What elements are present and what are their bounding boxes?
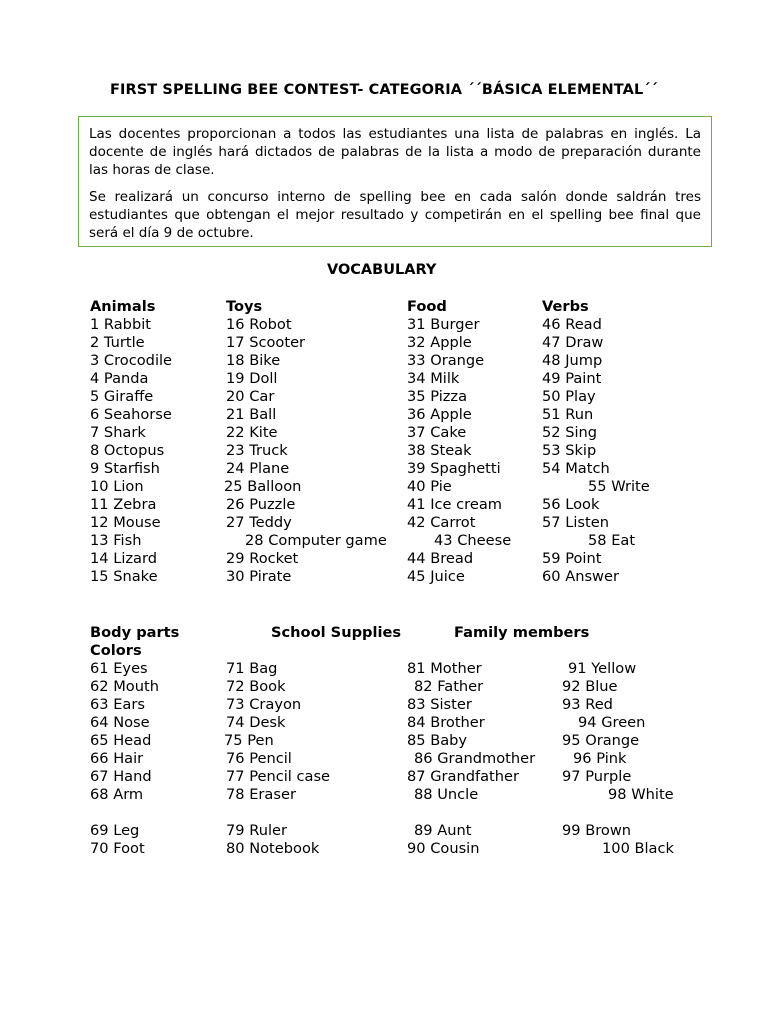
- word-item: 77 Pencil case: [226, 768, 331, 785]
- word-item: 40 Pie: [407, 478, 452, 495]
- word-item: 30 Pirate: [226, 568, 292, 585]
- word-item: 10 Lion: [90, 478, 144, 495]
- word-item: 25 Balloon: [224, 478, 302, 495]
- word-item: 93 Red: [562, 696, 613, 713]
- word-item: 73 Crayon: [226, 696, 302, 713]
- word-item: 23 Truck: [226, 442, 288, 459]
- word-item: 3 Crocodile: [90, 352, 173, 369]
- word-item: 6 Seahorse: [90, 406, 172, 423]
- word-item: 53 Skip: [542, 442, 597, 459]
- word-item: 47 Draw: [542, 334, 604, 351]
- word-item: 22 Kite: [226, 424, 278, 441]
- word-item: 28 Computer game: [245, 532, 387, 549]
- word-item: 54 Match: [542, 460, 610, 477]
- instructions-paragraph-1: Las docentes proporcionan a todos las estudiantes una lista de palabras en inglés. La docente de inglés hará dictados de palabras de la lista a modo de preparación durante las horas de clase.: [89, 126, 701, 178]
- column-header-colors: Colors: [90, 642, 142, 659]
- word-item: 98 White: [608, 786, 674, 803]
- word-item: 57 Listen: [542, 514, 609, 531]
- word-item: 43 Cheese: [434, 532, 512, 549]
- word-item: 97 Purple: [562, 768, 632, 785]
- word-item: 85 Baby: [407, 732, 468, 749]
- word-item: 32 Apple: [407, 334, 472, 351]
- word-item: 48 Jump: [542, 352, 603, 369]
- word-item: 88 Uncle: [414, 786, 479, 803]
- word-item: 63 Ears: [90, 696, 145, 713]
- word-item: 75 Pen: [224, 732, 274, 749]
- word-item: 41 Ice cream: [407, 496, 502, 513]
- word-item: 4 Panda: [90, 370, 149, 387]
- word-item: 60 Answer: [542, 568, 619, 585]
- word-item: 2 Turtle: [90, 334, 145, 351]
- word-item: 45 Juice: [407, 568, 465, 585]
- column-header-school-supplies: School Supplies: [271, 624, 402, 641]
- word-item: 50 Play: [542, 388, 596, 405]
- word-item: 55 Write: [588, 478, 650, 495]
- word-item: 66 Hair: [90, 750, 144, 767]
- word-item: 42 Carrot: [407, 514, 476, 531]
- word-item: 100 Black: [602, 840, 674, 857]
- word-item: 99 Brown: [562, 822, 632, 839]
- column-header-animals: Animals: [90, 298, 156, 315]
- word-item: 65 Head: [90, 732, 152, 749]
- word-item: 15 Snake: [90, 568, 158, 585]
- word-item: 56 Look: [542, 496, 600, 513]
- word-item: 51 Run: [542, 406, 594, 423]
- word-item: 14 Lizard: [90, 550, 158, 567]
- word-item: 34 Milk: [407, 370, 460, 387]
- word-item: 62 Mouth: [90, 678, 159, 695]
- word-item: 58 Eat: [588, 532, 636, 549]
- word-item: 8 Octopus: [90, 442, 165, 459]
- instructions-paragraph-2: Se realizará un concurso interno de spelling bee en cada salón donde saldrán tres estudiantes que obtengan el mejor resultado y competirán en el spelling bee final que será el día 9 de octubre.: [89, 189, 701, 241]
- word-item: 94 Green: [578, 714, 646, 731]
- word-item: 74 Desk: [226, 714, 286, 731]
- word-item: 92 Blue: [562, 678, 618, 695]
- word-item: 21 Ball: [226, 406, 277, 423]
- column-header-verbs: Verbs: [542, 298, 589, 315]
- word-item: 5 Giraffe: [90, 388, 154, 405]
- word-item: 44 Bread: [407, 550, 474, 567]
- column-header-family-members: Family members: [454, 624, 590, 641]
- word-item: 36 Apple: [407, 406, 472, 423]
- word-item: 19 Doll: [226, 370, 278, 387]
- word-item: 91 Yellow: [568, 660, 637, 677]
- word-item: 80 Notebook: [226, 840, 320, 857]
- document-title: FIRST SPELLING BEE CONTEST- CATEGORIA ´´BÁSICA ELEMENTAL´´: [109, 82, 659, 98]
- column-header-body-parts: Body parts: [90, 624, 180, 641]
- word-item: 7 Shark: [90, 424, 146, 441]
- word-item: 26 Puzzle: [226, 496, 296, 513]
- word-item: 70 Foot: [90, 840, 145, 857]
- word-item: 78 Eraser: [226, 786, 296, 803]
- word-item: 46 Read: [542, 316, 602, 333]
- word-item: 95 Orange: [562, 732, 640, 749]
- column-header-food: Food: [407, 298, 447, 315]
- word-item: 12 Mouse: [90, 514, 161, 531]
- word-item: 39 Spaghetti: [407, 460, 501, 477]
- word-item: 71 Bag: [226, 660, 278, 677]
- word-item: 13 Fish: [90, 532, 142, 549]
- instructions-box: [78, 116, 712, 247]
- word-item: 24 Plane: [226, 460, 290, 477]
- word-item: 69 Leg: [90, 822, 140, 839]
- word-item: 16 Robot: [226, 316, 292, 333]
- word-item: 1 Rabbit: [90, 316, 151, 333]
- word-item: 11 Zebra: [90, 496, 157, 513]
- word-item: 90 Cousin: [407, 840, 480, 857]
- word-item: 49 Paint: [542, 370, 602, 387]
- word-item: 86 Grandmother: [414, 750, 536, 767]
- word-item: 9 Starfish: [90, 460, 160, 477]
- word-item: 37 Cake: [407, 424, 467, 441]
- word-item: 20 Car: [226, 388, 275, 405]
- word-item: 38 Steak: [407, 442, 472, 459]
- word-item: 33 Orange: [407, 352, 485, 369]
- vocabulary-heading: VOCABULARY: [327, 262, 437, 278]
- word-item: 83 Sister: [407, 696, 472, 713]
- column-header-toys: Toys: [226, 298, 263, 315]
- word-item: 17 Scooter: [226, 334, 306, 351]
- word-item: 18 Bike: [226, 352, 281, 369]
- word-item: 81 Mother: [407, 660, 482, 677]
- word-item: 61 Eyes: [90, 660, 148, 677]
- word-item: 72 Book: [226, 678, 286, 695]
- word-item: 68 Arm: [90, 786, 144, 803]
- word-item: 89 Aunt: [414, 822, 472, 839]
- word-item: 35 Pizza: [407, 388, 468, 405]
- word-item: 67 Hand: [90, 768, 152, 785]
- word-item: 52 Sing: [542, 424, 598, 441]
- word-item: 84 Brother: [407, 714, 485, 731]
- word-item: 31 Burger: [407, 316, 480, 333]
- word-item: 59 Point: [542, 550, 602, 567]
- word-item: 96 Pink: [573, 750, 627, 767]
- word-item: 64 Nose: [90, 714, 150, 731]
- word-item: 27 Teddy: [226, 514, 292, 531]
- word-item: 82 Father: [414, 678, 484, 695]
- word-item: 29 Rocket: [226, 550, 299, 567]
- word-item: 76 Pencil: [226, 750, 292, 767]
- word-item: 87 Grandfather: [407, 768, 520, 785]
- word-item: 79 Ruler: [226, 822, 287, 839]
